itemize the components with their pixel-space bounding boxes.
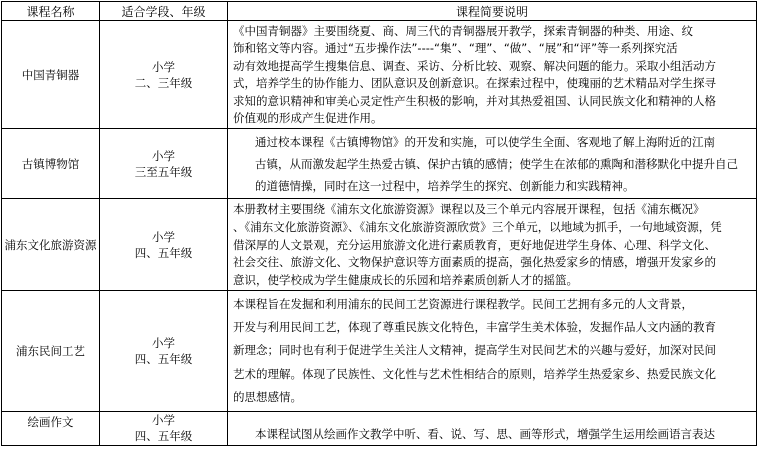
course-description: 通过校本课程《古镇博物馆》的开发和实施，可以使学生全面、客观地了解上海附近的江南 古镇，从而激发起学生热爱古镇、保护古镇的感情；使学生在浓郁的熏陶和潜移默化中提升自己 的道德情操，同时在这一过程中，培养学生的探究、创新能力和实践精神。: [255, 135, 738, 193]
course-grade: 四、五年级: [134, 352, 193, 366]
course-name: 古镇博物馆: [2, 129, 100, 199]
course-description-cell: [228, 199, 757, 291]
header-grade: 适合学段、年级: [100, 2, 228, 21]
course-description: 本课程试图从绘画作文教学中听、看、说、写、思、画等形式，增强学生运用绘画语言表达: [255, 426, 715, 441]
course-grade: 三至五年级: [134, 164, 193, 179]
course-description: 本课程旨在发掘和利用浦东的民间工艺资源进行课程教学。民间工艺拥有多元的人文背景， 开发与利用民间工艺，体现了尊重民族文化特色，丰富学生美术体验，发掘作品人文内涵的教育 新理念；同时也有利于促进学生关注人文精神，提高学生对民间艺术的兴趣与爱好，加深对民间 艺术的理解。体现了民族性、文化性与艺术性相结合的原则，培养学生热爱家乡、热爱民族文化 的思想感情。: [233, 297, 716, 404]
course-stage: 小学: [152, 59, 175, 74]
course-description-cell: [228, 412, 757, 446]
table-row: [2, 199, 757, 291]
course-grade-cell: [100, 291, 228, 412]
course-name: 浦东民间工艺: [2, 291, 100, 412]
course-grade-cell: [100, 412, 228, 446]
table-row: [2, 21, 757, 129]
course-grade: 四、五年级: [134, 245, 193, 260]
course-grade: 四、五年级: [134, 429, 193, 443]
course-stage: 小学: [152, 336, 175, 350]
course-grade: 二、三年级: [134, 75, 193, 90]
course-table: [1, 1, 757, 446]
course-stage: 小学: [152, 229, 175, 244]
course-description-cell: [228, 291, 757, 412]
course-description: 本册教材主要围绕《浦东文化旅游资源》课程以及三个单元内容展开课程，包括《浦东概况》 、《浦东文化旅游资源》、《浦东文化旅游资源欣赏》三个单元，以地域为抓手，一句地域资源，凭 借深厚的人文景观，充分运用旅游文化进行素质教育，更好地促进学生身体、心理、科学文化、 社会交往、旅游文化、文物保护意识等方面素质的提高，强化热爱家乡的情感，增强开发家乡的 意识，使学校成为学生健康成长的乐园和培养素质创新人才的摇篮。: [233, 202, 722, 288]
table-header-row: [2, 2, 757, 21]
table-row: [2, 291, 757, 412]
header-course-name: 课程名称: [2, 2, 100, 21]
table-row: [2, 129, 757, 199]
course-grade-cell: [100, 21, 228, 129]
course-grade-cell: [100, 199, 228, 291]
course-description: 《中国青铜器》主要围绕夏、商、周三代的青铜器展开教学，探索青铜器的种类、用途、纹 饰和铭文等内容。通过“五步操作法”----“集”、“理”、“做”、“展”和“评”等一系列探究活 动有效地提高学生搜集信息、调查、采访、分析比较、观察、解决问题的能力。采取小组活动方 式，培养学生的协作能力、团队意识及创新意识。在探索过程中，使瑰丽的艺术精品对学生探寻 求知的意识精神和审美心灵定性产生积极的影响，并对其热爱祖国、认同民族文化和精神的人格 价值观的形成产生促进作用。: [233, 24, 716, 126]
course-description-cell: [228, 21, 757, 129]
table-row: [2, 412, 757, 446]
course-name: 中国青铜器: [2, 21, 100, 129]
course-grade-cell: [100, 129, 228, 199]
course-stage: 小学: [152, 148, 175, 163]
header-description: 课程简要说明: [228, 2, 757, 21]
course-description-cell: [228, 129, 757, 199]
course-name: 浦东文化旅游资源: [2, 199, 100, 291]
course-name: 绘画作文: [2, 412, 100, 446]
course-stage: 小学: [152, 413, 175, 427]
